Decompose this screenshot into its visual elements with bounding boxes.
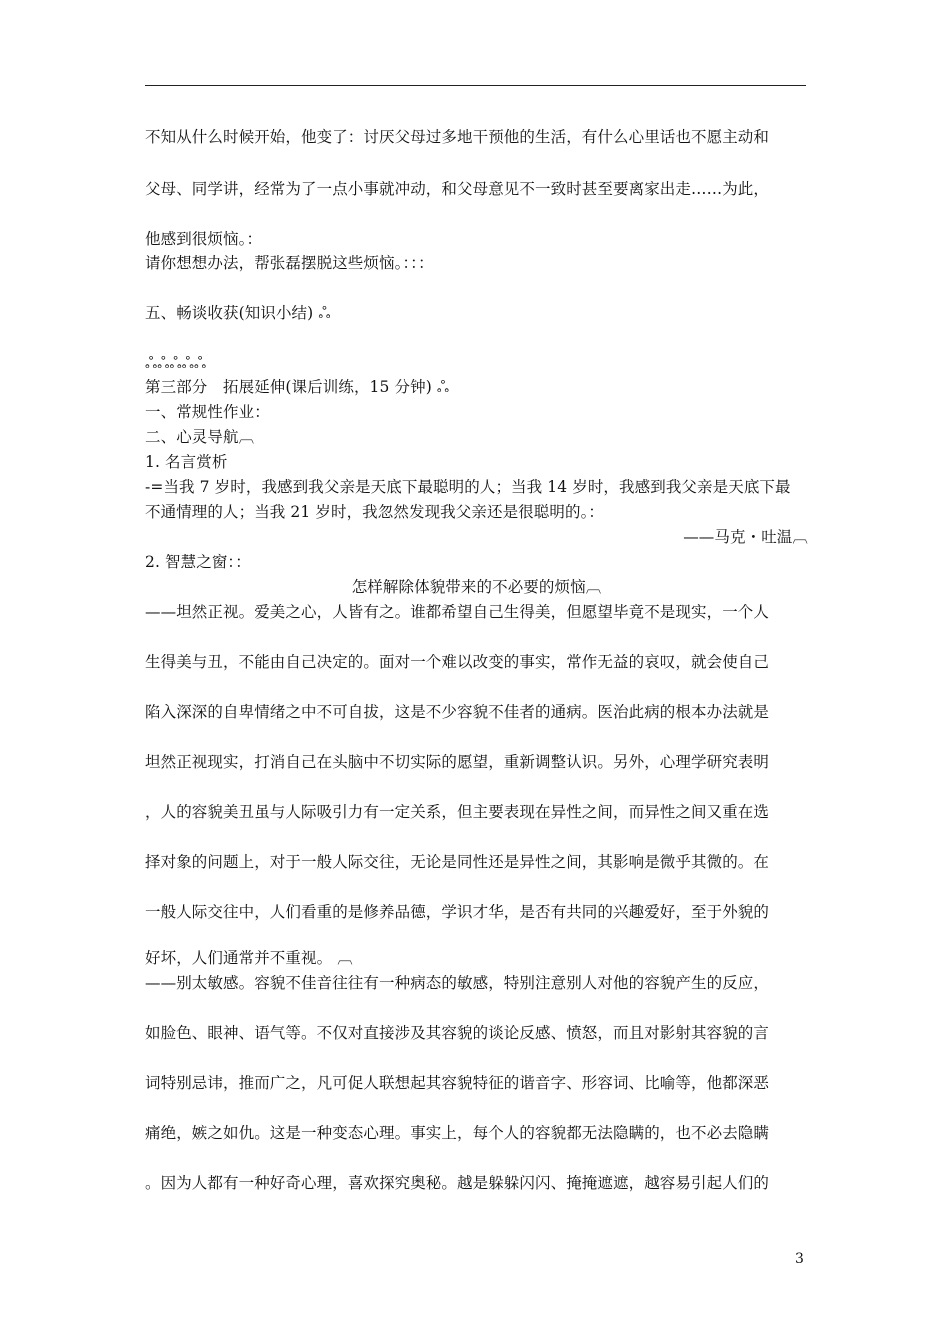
body-line: 一、常规性作业：	[145, 403, 270, 421]
body-line: 2. 智慧之窗：：	[145, 553, 251, 571]
body-line: 他感到很烦恼。：	[145, 230, 263, 248]
bracket-icon: ︹	[792, 528, 808, 546]
quote-line	[145, 477, 808, 497]
article-title-text: 怎样解除体貌带来的不必要的烦恼	[351, 578, 586, 596]
body-line: 请你想想办法，帮张磊摆脱这些烦恼。：：：	[145, 254, 434, 272]
body-line: 父母、同学讲，经常为了一点小事就冲动，和父母意见不一致时甚至要离家出走……为此，	[145, 180, 770, 198]
body-line: 如脸色、眼神、语气等。不仅对直接涉及其容貌的谈论反感、愤怒，而且对影射其容貌的言	[145, 1024, 770, 1042]
quote-attribution	[145, 527, 808, 547]
attribution-text: ——马克・吐温	[683, 528, 793, 546]
bracket-icon: ︹	[332, 949, 353, 967]
body-line: 痛绝，嫉之如仇。这是一种变态心理。事实上，每个人的容貌都无法隐瞒的，也不必去隐瞒	[145, 1124, 770, 1142]
quote-line: 不通情理的人；当我 21 岁时，我忽然发现我父亲还是很聪明的。：	[145, 503, 605, 521]
body-line: 生得美与丑，不能由自己决定的。面对一个难以改变的事实，常作无益的哀叹，就会使自己	[145, 653, 770, 671]
snail-icon: ஃஃஃஃஃ	[145, 354, 207, 372]
part-heading-text: 第三部分 拓展延伸(课后训练，15 分钟)	[145, 378, 432, 396]
subheading-text: 二、心灵导航	[145, 428, 239, 446]
decorative-glyph-row	[145, 353, 808, 373]
snail-icon: ஃ	[313, 304, 331, 322]
body-line: 坦然正视现实，打消自己在头脑中不切实际的愿望，重新调整认识。另外，心理学研究表明	[145, 753, 770, 771]
header-rule	[145, 85, 806, 86]
body-line: 词特别忌讳，推而广之，凡可促人联想起其容貌特征的谐音字、形容词、比喻等，他都深恶	[145, 1074, 770, 1092]
section-heading-text: 五、畅谈收获(知识小结)	[145, 304, 314, 322]
body-line: ——别太敏感。容貌不佳音往往有一种病态的敏感，特别注意别人对他的容貌产生的反应，	[145, 974, 770, 992]
quote-text: 当我 7 岁时，我感到我父亲是天底下最聪明的人；当我 14 岁时，我感到我父亲是天底下最	[163, 478, 791, 496]
body-line: 。因为人都有一种好奇心理，喜欢探究奥秘。越是躲躲闪闪、掩掩遮遮，越容易引起人们的	[145, 1174, 770, 1192]
body-line: ——坦然正视。爱美之心，人皆有之。谁都希望自己生得美，但愿望毕竟不是现实，一个人	[145, 603, 770, 621]
part-heading	[145, 377, 808, 397]
body-line: 一般人际交往中，人们看重的是修养品德，学识才华，是否有共同的兴趣爱好，至于外貌的	[145, 903, 770, 921]
bracket-icon: ︹	[585, 578, 602, 596]
body-text: 好坏，人们通常并不重视。	[145, 949, 333, 967]
body-line: ，人的容貌美丑虽与人际吸引力有一定关系，但主要表现在异性之间，而异性之间又重在选	[145, 803, 770, 821]
body-line	[145, 427, 808, 447]
body-line: 1. 名言赏析	[145, 453, 228, 471]
snail-icon: ஃ	[431, 378, 450, 396]
article-title	[145, 577, 808, 597]
body-line: 陷入深深的自卑情绪之中不可自拔，这是不少容貌不佳者的通病。医治此病的根本办法就是	[145, 703, 770, 721]
body-line: 不知从什么时候开始，他变了：讨厌父母过多地干预他的生活，有什么心里话也不愿主动和	[145, 128, 770, 146]
page-number: 3	[795, 1251, 804, 1267]
body-line	[145, 948, 808, 968]
section-heading	[145, 303, 808, 323]
bracket-icon: ︹	[238, 428, 255, 446]
body-line: 择对象的问题上，对于一般人际交往，无论是同性还是异性之间，其影响是微乎其微的。在	[145, 853, 770, 871]
dash-icon: -=	[145, 478, 164, 496]
